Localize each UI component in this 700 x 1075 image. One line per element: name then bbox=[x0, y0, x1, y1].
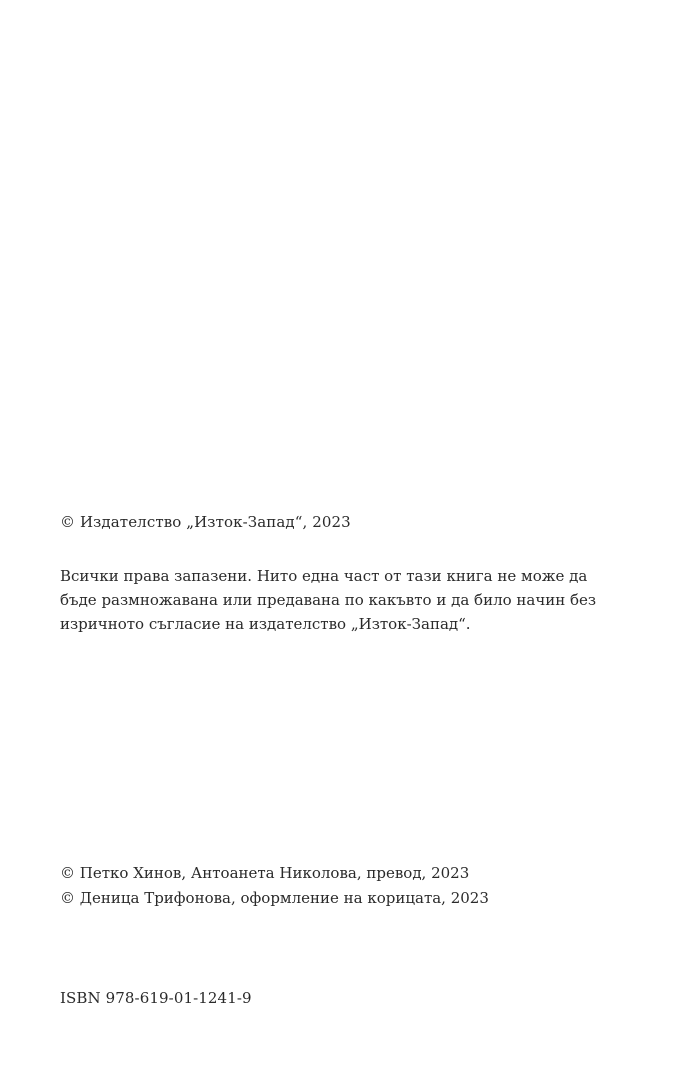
translation-credit: © Петко Хинов, Антоанета Николова, превод, 2023 bbox=[60, 864, 470, 882]
isbn: ISBN 978-619-01-1241-9 bbox=[60, 989, 252, 1007]
rights-notice bbox=[60, 564, 660, 636]
publisher-copyright: © Издателство „Изток-Запад“, 2023 bbox=[60, 513, 351, 531]
rights-notice-line: изричното съгласие на издателство „Изток-Запад“. bbox=[60, 615, 471, 633]
rights-notice-line: бъде размножавана или предавана по какъвто и да било начин без bbox=[60, 591, 597, 609]
credits-block bbox=[60, 861, 660, 911]
cover-design-credit: © Деница Трифонова, оформление на корицата, 2023 bbox=[60, 889, 489, 907]
rights-notice-line: Всички права запазени. Нито една част от тази книга не може да bbox=[60, 567, 588, 585]
